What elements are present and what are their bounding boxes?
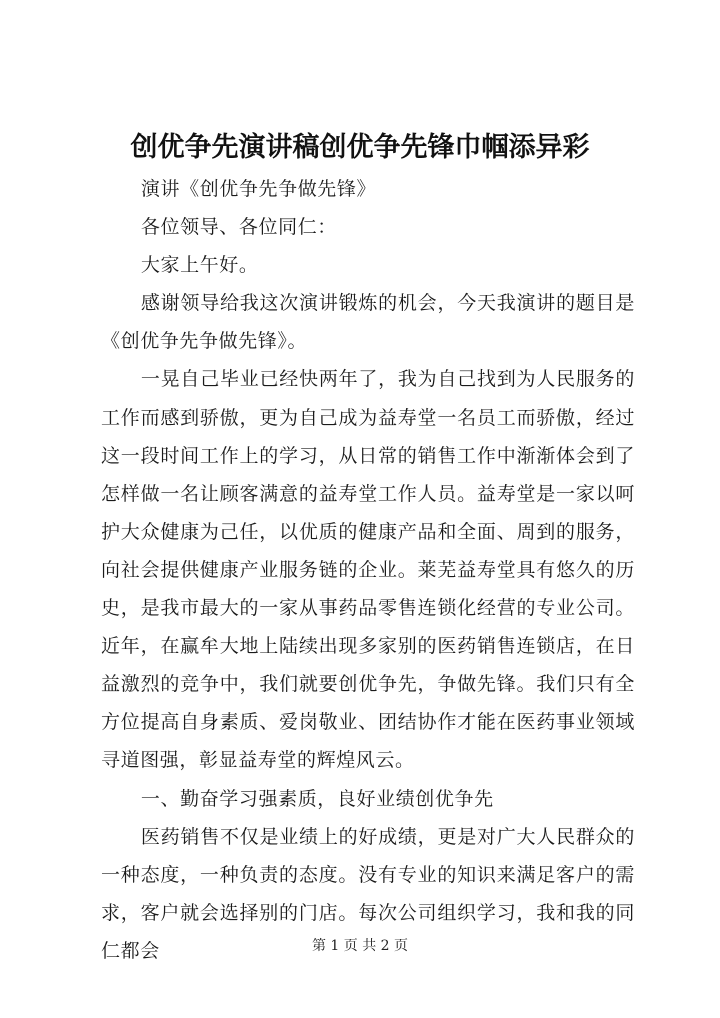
paragraph-speech-subtitle: 演讲《创优争先争做先锋》 — [140, 178, 377, 200]
document-title: 创优争先演讲稿创优争先锋巾帼添异彩 — [130, 132, 590, 163]
paragraph-main-body: 一晃自己毕业已经快两年了，我为自己找到为人民服务的工作而感到骄傲，更为自己成为益寿堂一名员工而骄傲，经过这一段时间工作上的学习，从日常的销售工作中渐渐体会到了怎样做一名让顾客满意的益寿堂工作人员。益寿堂是一家以呵护大众健康为己任，以优质的健康产品和全面、周到的服务，向社会提供健康产业服务链的企业。莱芜益寿堂具有悠久的历史，是我市最大的一家从事药品零售连锁化经营的专业公司。近年，在赢牟大地上陆续出现多家别的医药销售连锁店，在日益激烈的竞争中，我们就要创优争先，争做先锋。我们只有全方位提高自身素质、爱岗敬业、团结协作才能在医药事业领域寻道图强，彰显益寿堂的辉煌风云。 — [101, 368, 635, 772]
paragraph-section-1: 医药销售不仅是业绩上的好成绩，更是对广大人民群众的一种态度，一种负责的态度。没有专业的知识来满足客户的需求，客户就会选择别的门店。每次公司组织学习，我和我的同仁都会 — [101, 825, 635, 962]
paragraph-salutation: 各位领导、各位同仁： — [140, 216, 337, 239]
section-heading-1: 一、勤奋学习强素质，良好业绩创优争先 — [140, 787, 494, 810]
paragraph-greeting: 大家上午好。 — [140, 254, 259, 277]
page-number-footer: 第 1 页 共 2 页 — [311, 938, 409, 954]
paragraph-introduction: 感谢领导给我这次演讲锻炼的机会，今天我演讲的题目是《创优争先争做先锋》。 — [101, 292, 635, 353]
document-body — [101, 170, 635, 970]
